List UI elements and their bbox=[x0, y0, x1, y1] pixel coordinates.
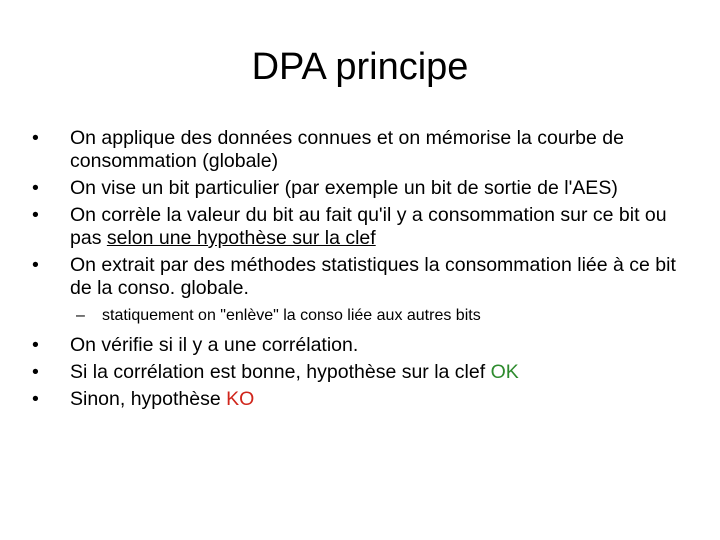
bullet-item bbox=[26, 127, 696, 173]
bullet-item bbox=[26, 388, 696, 411]
bullet-item bbox=[26, 334, 696, 357]
underlined-text: selon une hypothèse sur la clef bbox=[106, 227, 376, 249]
bullet-item bbox=[26, 204, 696, 250]
bullet-item bbox=[26, 177, 696, 200]
bullet-text: On corrèle la valeur du bit au fait qu'il y a consommation sur ce bit ou pas bbox=[70, 204, 667, 249]
bullet-text: On applique des données connues et on mémorise la courbe de consommation (globale) bbox=[70, 127, 624, 172]
bullet-list bbox=[26, 127, 696, 415]
bullet-icon: • bbox=[32, 254, 39, 276]
bullet-text: On vérifie si il y a une corrélation. bbox=[70, 334, 359, 356]
bullet-text: On vise un bit particulier (par exemple un bit de sortie de l'AES) bbox=[70, 177, 618, 199]
bullet-text: Si la corrélation est bonne, hypothèse sur la clef bbox=[70, 361, 491, 383]
bullet-text: On extrait par des méthodes statistiques la consommation liée à ce bit de la conso. globale. bbox=[70, 254, 676, 299]
bullet-item bbox=[26, 361, 696, 384]
bullet-item bbox=[26, 254, 696, 300]
sub-bullet-item bbox=[26, 306, 696, 326]
ok-label: OK bbox=[490, 361, 519, 383]
sub-bullet-text: statiquement on "enlève" la conso liée aux autres bits bbox=[102, 307, 481, 324]
bullet-icon: • bbox=[32, 177, 39, 199]
bullet-icon: • bbox=[32, 388, 39, 410]
bullet-icon: • bbox=[32, 127, 39, 149]
ko-label: KO bbox=[226, 388, 255, 410]
bullet-icon: • bbox=[32, 361, 39, 383]
slide-title: DPA principe bbox=[251, 46, 469, 88]
bullet-icon: • bbox=[32, 204, 39, 226]
sub-bullet-icon: – bbox=[76, 307, 85, 324]
bullet-text: Sinon, hypothèse bbox=[70, 388, 227, 410]
bullet-icon: • bbox=[32, 334, 39, 356]
